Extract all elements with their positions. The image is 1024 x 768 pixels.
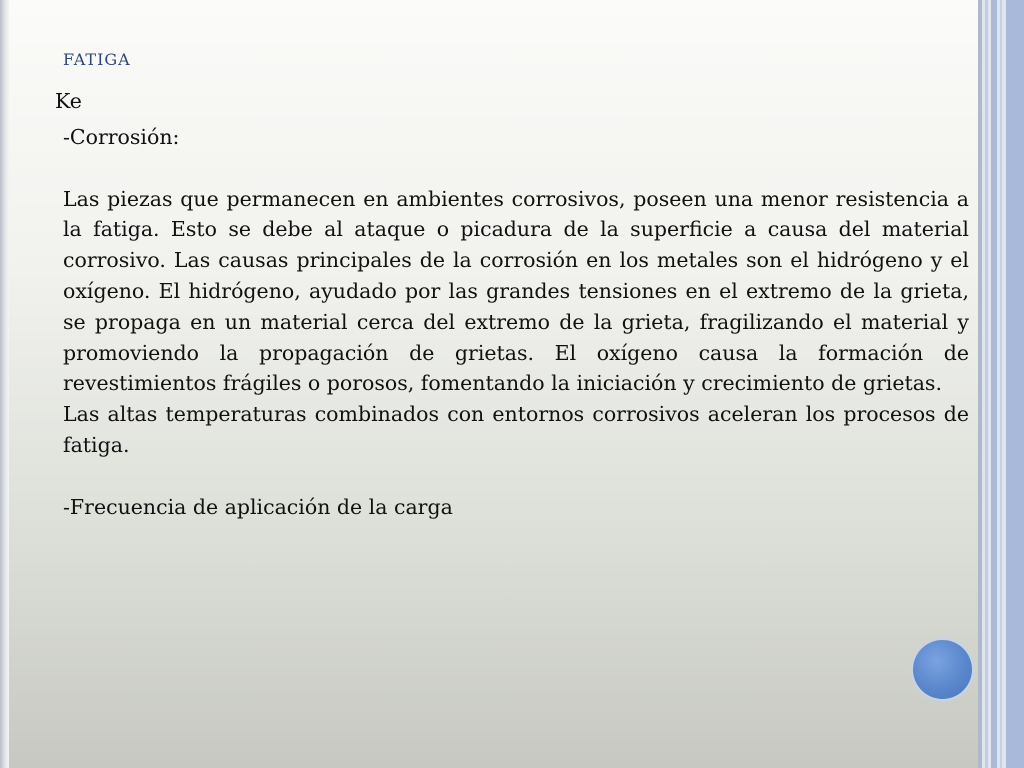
blank-line (63, 153, 969, 184)
slide-body (55, 88, 969, 522)
blank-line (63, 461, 969, 492)
corrosion-paragraph: Las piezas que permanecen en ambientes corrosivos, poseen una menor resistencia a la fatiga. Esto se debe al ataque o picadura de la superficie a causa del material corrosivo. Las causas principales de la corrosión en los metales son el hidrógeno y el oxígeno. El hidrógeno, ayudado por las grandes tensiones en el extremo de la grieta, se propaga en un material cerca del extremo de la grieta, fragilizando el material y promoviendo la propagación de grietas. El oxígeno causa la formación de revestimientos frágiles o porosos, fomentando la iniciación y crecimiento de grietas. (63, 186, 969, 396)
ke-label: Ke (55, 89, 82, 113)
frame-stripe (991, 0, 997, 768)
frame-stripe (985, 0, 988, 768)
frame-stripe (1000, 0, 1002, 768)
decorative-circle-icon (913, 640, 972, 699)
temperature-paragraph: Las altas temperaturas combinados con entornos corrosivos aceleran los procesos de fatiga. (63, 402, 969, 457)
slide-title: FATIGA (63, 50, 131, 69)
corrosion-heading: -Corrosión: (63, 125, 180, 149)
left-edge-shadow (0, 0, 9, 768)
frame-stripe (1006, 0, 1024, 768)
frequency-heading: -Frecuencia de aplicación de la carga (63, 494, 453, 519)
frame-stripe (978, 0, 982, 768)
